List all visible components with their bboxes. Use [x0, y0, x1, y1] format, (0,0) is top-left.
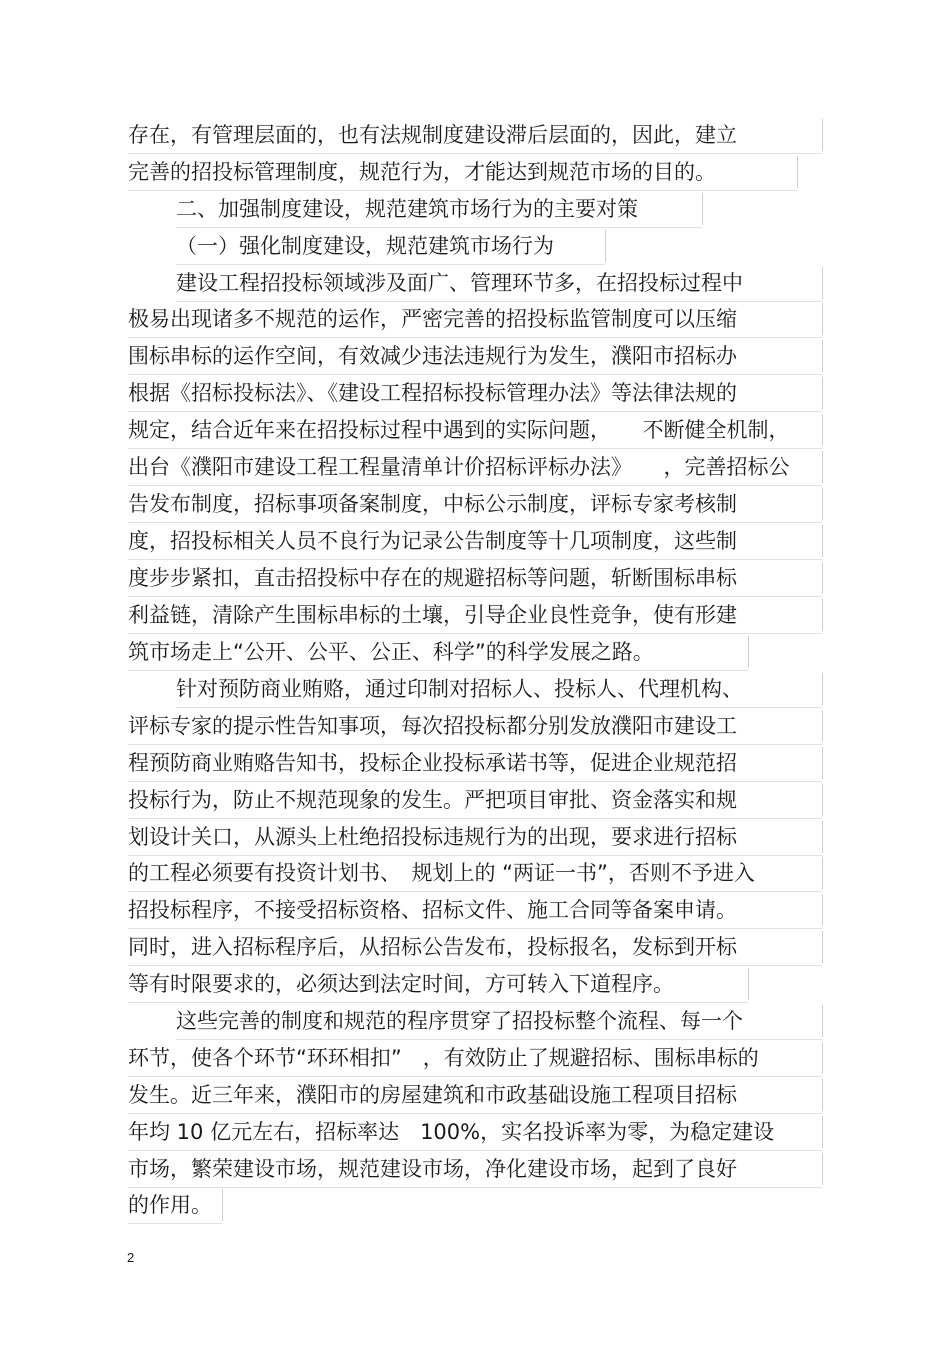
text-line: 发生。近三年来，濮阳市的房屋建筑和市政基础设施工程项目招标 — [128, 1083, 737, 1107]
text-line: 利益链，清除产生围标串标的土壤，引导企业良性竞争，使有形建 — [128, 603, 737, 627]
row-border — [128, 522, 822, 523]
text-line: 针对预防商业贿赂，通过印制对招标人、投标人、代理机构、 — [176, 677, 743, 701]
cell-border — [822, 451, 823, 483]
text-line: 完善的招投标管理制度，规范行为，才能达到规范市场的目的。 — [128, 160, 716, 184]
cell-border — [822, 488, 823, 520]
cell-border — [822, 784, 823, 816]
row-border — [128, 374, 822, 375]
cell-border — [702, 193, 703, 225]
cell-border — [748, 968, 749, 1000]
text-line: 年均 10 亿元左右，招标率达 100%，实名投诉率为零，为稳定建设 — [128, 1120, 775, 1144]
row-border — [128, 818, 822, 819]
text-line: 的工程必须要有投资计划书、 规划上的 “两证一书”，否则不予进入 — [128, 861, 755, 885]
text-line: 等有时限要求的，必须达到法定时间，方可转入下道程序。 — [128, 972, 674, 996]
cell-border — [822, 525, 823, 557]
text-line: 告发布制度，招标事项备案制度，中标公示制度，评标专家考核制 — [128, 492, 737, 516]
cell-border — [822, 673, 823, 705]
row-border — [128, 485, 822, 486]
row-border — [176, 301, 822, 302]
text-line: （一）强化制度建设，规范建筑市场行为 — [176, 234, 554, 258]
cell-border — [822, 562, 823, 594]
row-border — [128, 1150, 822, 1151]
text-line: 环节，使各个环节“环环相扣” ，有效防止了规避招标、围标串标的 — [128, 1046, 759, 1070]
text-line: 存在，有管理层面的，也有法规制度建设滞后层面的，因此，建立 — [128, 123, 737, 147]
text-line: 这些完善的制度和规范的程序贯穿了招投标整个流程、每一个 — [176, 1009, 743, 1033]
text-line: 根据《招标投标法》、《建设工程招标投标管理办法》等法律法规的 — [128, 381, 737, 405]
text-line: 出台《濮阳市建设工程工程量清单计价招标评标办法》 ，完善招标公 — [128, 455, 790, 479]
row-border — [128, 448, 822, 449]
cell-border — [822, 414, 823, 446]
row-border — [176, 227, 702, 228]
text-line: 极易出现诸多不规范的运作，严密完善的招投标监管制度可以压缩 — [128, 307, 737, 331]
text-line: 同时，进入招标程序后，从招标公告发布，投标报名，发标到开标 — [128, 935, 737, 959]
text-line: 规定，结合近年来在招投标过程中遇到的实际问题， 不断健全机制， — [128, 418, 790, 442]
cell-border — [822, 747, 823, 779]
cell-border — [822, 599, 823, 631]
text-line: 建设工程招投标领域涉及面广、管理环节多，在招投标过程中 — [176, 271, 743, 295]
row-border — [128, 559, 822, 560]
text-line: 围标串标的运作空间，有效减少违法违规行为发生，濮阳市招标办 — [128, 344, 737, 368]
cell-border — [822, 377, 823, 409]
text-line: 招投标程序，不接受招标资格、招标文件、施工合同等备案申请。 — [128, 898, 737, 922]
row-border — [128, 633, 822, 634]
cell-border — [822, 1079, 823, 1111]
cell-border — [822, 340, 823, 372]
row-border — [128, 781, 822, 782]
row-border — [128, 670, 748, 671]
cell-border — [822, 894, 823, 926]
row-border — [128, 1187, 822, 1188]
cell-border — [605, 230, 606, 262]
row-border — [176, 707, 822, 708]
cell-border — [822, 267, 823, 299]
row-border — [128, 190, 797, 191]
cell-border — [822, 857, 823, 889]
row-border — [128, 337, 822, 338]
text-line: 二、加强制度建设，规范建筑市场行为的主要对策 — [176, 197, 638, 221]
row-border — [128, 965, 822, 966]
text-line: 市场，繁荣建设市场，规范建设市场，净化建设市场，起到了良好 — [128, 1157, 737, 1181]
row-border — [128, 1113, 822, 1114]
cell-border — [822, 1116, 823, 1148]
row-border — [128, 1223, 222, 1224]
cell-border — [222, 1189, 223, 1221]
cell-border — [748, 636, 749, 668]
row-border — [128, 153, 822, 154]
cell-border — [822, 710, 823, 742]
text-line: 筑市场走上“公开、公平、公正、科学”的科学发展之路。 — [128, 640, 654, 664]
row-border — [176, 264, 605, 265]
row-border — [128, 1002, 748, 1003]
cell-border — [822, 1153, 823, 1185]
row-border — [128, 596, 822, 597]
row-border — [128, 855, 822, 856]
text-line: 划设计关口，从源头上杜绝招投标违规行为的出现，要求进行招标 — [128, 825, 737, 849]
cell-border — [822, 1005, 823, 1037]
text-line: 投标行为，防止不规范现象的发生。严把项目审批、资金落实和规 — [128, 788, 737, 812]
text-line: 程预防商业贿赂告知书，投标企业投标承诺书等，促进企业规范招 — [128, 751, 737, 775]
cell-border — [822, 303, 823, 335]
text-line: 评标专家的提示性告知事项，每次招投标都分别发放濮阳市建设工 — [128, 714, 737, 738]
text-line: 度步步紧扣，直击招投标中存在的规避招标等问题，斩断围标串标 — [128, 566, 737, 590]
row-border — [176, 1039, 822, 1040]
row-border — [128, 1076, 822, 1077]
row-border — [128, 928, 822, 929]
cell-border — [822, 119, 823, 151]
page-number: 2 — [127, 1250, 135, 1265]
cell-border — [822, 821, 823, 853]
cell-border — [822, 931, 823, 963]
row-border — [128, 411, 822, 412]
row-border — [128, 891, 822, 892]
text-line: 度，招投标相关人员不良行为记录公告制度等十几项制度，这些制 — [128, 529, 737, 553]
row-border — [128, 744, 822, 745]
text-line: 的作用。 — [128, 1193, 212, 1217]
cell-border — [822, 1042, 823, 1074]
cell-border — [797, 156, 798, 188]
